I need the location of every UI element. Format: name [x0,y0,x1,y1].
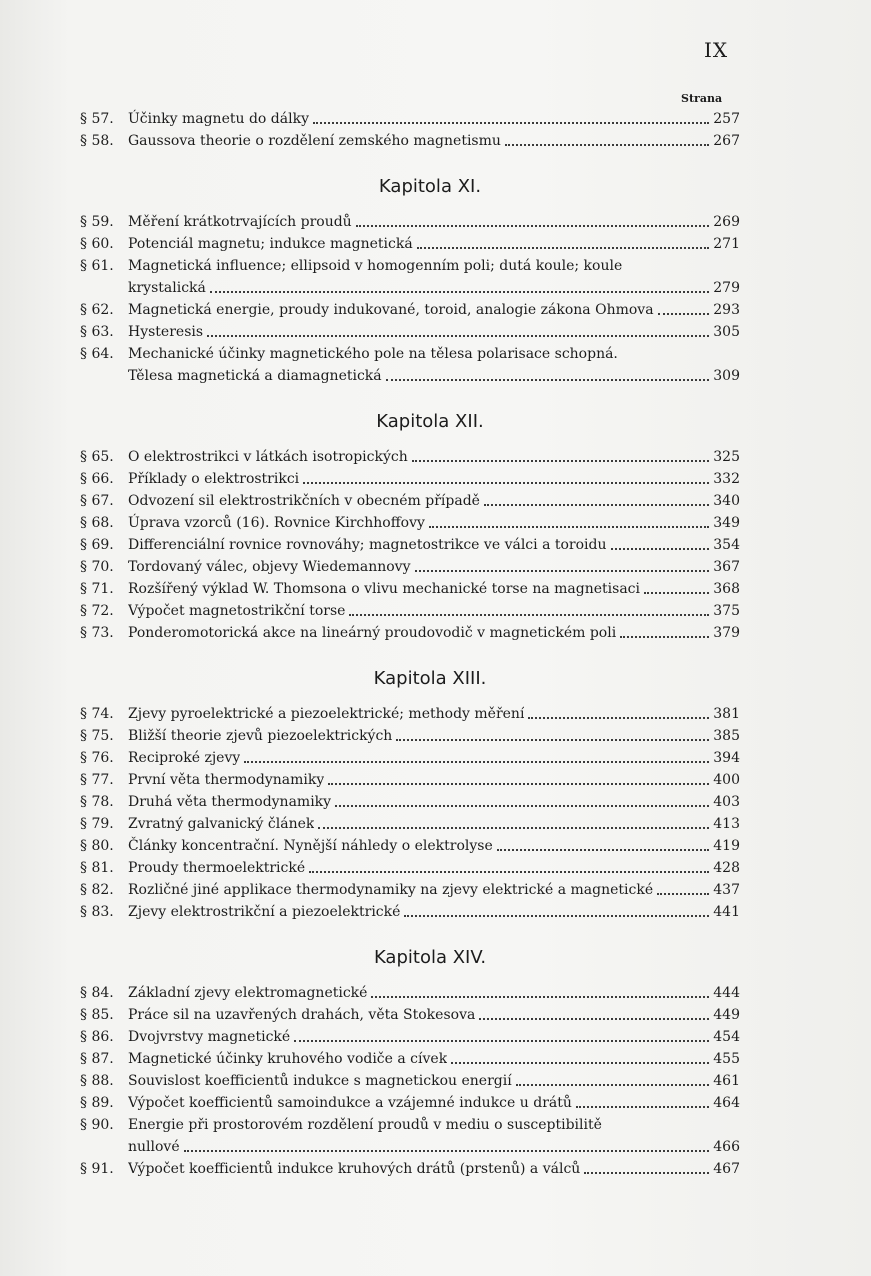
dot-leader [412,460,710,462]
entry-title: Druhá věta thermodynamiky [128,794,332,810]
entry-title: Články koncentrační. Nynější náhledy o elektrolyse [128,838,493,854]
toc-entry [80,600,740,622]
dot-leader [484,504,709,506]
toc-entry [80,982,740,1004]
page-ref: 257 [713,111,740,127]
dot-leader [294,1040,709,1042]
dot-leader [576,1106,709,1108]
page-ref: 467 [713,1161,740,1177]
section-number: § 71. [80,581,114,597]
section-number: § 75. [80,728,114,744]
entry-title-continued: nullové [128,1139,180,1155]
toc-entry [80,1048,740,1070]
page-ref: 441 [713,904,740,920]
section-number: § 87. [80,1051,114,1067]
page-ref: 444 [713,985,740,1001]
chapter-heading: Kapitola XI. [378,176,482,197]
section-number: § 70. [80,559,114,575]
chapter-heading: Kapitola XIII. [373,668,487,689]
entry-title: Dvojvrstvy magnetické [128,1029,291,1045]
dot-leader [184,1150,710,1152]
toc-entry [80,343,740,387]
entry-title: Účinky magnetu do dálky [128,111,309,127]
toc-section [80,176,740,387]
section-number: § 77. [80,772,114,788]
page-ref: 449 [713,1007,740,1023]
entry-title: Základní zjevy elektromagnetické [128,985,368,1001]
dot-leader [309,871,709,873]
toc-entry [80,578,740,600]
toc-entry [80,1114,740,1158]
entry-title: Zjevy elektrostrikční a piezoelektrické [128,904,401,920]
page-ref: 267 [713,133,740,149]
dot-leader [328,783,709,785]
dot-leader [479,1018,709,1020]
toc-entry [80,879,740,901]
entry-title: Energie při prostorovém rozdělení proudů v mediu o susceptibilitě [128,1117,602,1133]
section-number: § 80. [80,838,114,854]
dot-leader [318,827,709,829]
entry-title-continued: krystalická [128,280,206,296]
entry-title: Zjevy pyroelektrické a piezoelektrické; methody měření [128,706,525,722]
entry-title: Práce sil na uzavřených drahách, věta Stokesova [128,1007,476,1023]
page-ref: 375 [713,603,740,619]
entry-title: Magnetická influence; ellipsoid v homogenním poli; dutá koule; koule [128,258,623,274]
dot-leader [516,1084,710,1086]
dot-leader [584,1172,709,1174]
toc-entry [80,1158,740,1180]
page-ref: 305 [713,324,740,340]
page-ref: 379 [713,625,740,641]
toc-entry [80,725,740,747]
toc-entry [80,769,740,791]
entry-title: Úprava vzorců (16). Rovnice Kirchhoffovy [128,515,425,531]
page-ref: 349 [713,515,740,531]
section-number: § 86. [80,1029,114,1045]
dot-leader [210,291,709,293]
entry-title: Mechanické účinky magnetického pole na tělesa polarisace schopná. [128,346,618,362]
page-ref: 385 [713,728,740,744]
chapter-heading: Kapitola XIV. [373,947,487,968]
toc-entry [80,321,740,343]
toc-entry [80,1070,740,1092]
entry-title: Gaussova theorie o rozdělení zemského magnetismu [128,133,501,149]
dot-leader [658,313,710,315]
dot-leader [303,482,709,484]
toc-entry [80,556,740,578]
entry-title: Differenciální rovnice rovnováhy; magnetostrikce ve válci a toroidu [128,537,607,553]
toc-entry [80,255,740,299]
section-number: § 63. [80,324,114,340]
dot-leader [207,335,709,337]
toc-entry [80,512,740,534]
toc-entry [80,1004,740,1026]
page-ref: 279 [713,280,740,296]
section-number: § 66. [80,471,114,487]
dot-leader [657,893,709,895]
toc-entry [80,468,740,490]
toc-section [80,108,740,152]
dot-leader [356,225,710,227]
dot-leader [349,614,709,616]
toc-section [80,411,740,644]
section-number: § 73. [80,625,114,641]
entry-title: O elektrostrikci v látkách isotropických [128,449,408,465]
toc-entry [80,490,740,512]
toc-entry [80,622,740,644]
section-number: § 81. [80,860,114,876]
entry-title: Výpočet koefficientů indukce kruhových drátů (prstenů) a válců [128,1161,581,1177]
entry-title: Magnetická energie, proudy indukované, toroid, analogie zákona Ohmova [128,302,654,318]
dot-leader [497,849,710,851]
dot-leader [429,526,709,528]
toc-entry [80,534,740,556]
toc-entry [80,835,740,857]
toc-section [80,947,740,1180]
toc-entry [80,299,740,321]
page-ref: 403 [713,794,740,810]
section-number: § 82. [80,882,114,898]
entry-title: Tordovaný válec, objevy Wiedemannovy [128,559,411,575]
page-ref: 293 [713,302,740,318]
section-number: § 61. [80,258,114,274]
dot-leader [335,805,709,807]
toc-entry [80,703,740,725]
toc-entry [80,108,740,130]
page-ref: 394 [713,750,740,766]
entry-title: První věta thermodynamiky [128,772,325,788]
dot-leader [404,915,709,917]
page-ref: 381 [713,706,740,722]
dot-leader [415,570,710,572]
section-number: § 78. [80,794,114,810]
entry-title: Souvislost koefficientů indukce s magnetickou energií [128,1073,512,1089]
page-ref: 269 [713,214,740,230]
section-number: § 67. [80,493,114,509]
entry-title: Reciproké zjevy [128,750,241,766]
section-number: § 62. [80,302,114,318]
entry-title: Hysteresis [128,324,204,340]
section-number: § 85. [80,1007,114,1023]
page-ref: 332 [713,471,740,487]
entry-title: Odvození sil elektrostrikčních v obecném případě [128,493,480,509]
section-number: § 65. [80,449,114,465]
entry-title: Rozličné jiné applikace thermodynamiky na zjevy elektrické a magnetické [128,882,654,898]
chapter-heading: Kapitola XII. [376,411,484,432]
page-ref: 325 [713,449,740,465]
section-number: § 59. [80,214,114,230]
dot-leader [386,379,710,381]
dot-leader [505,144,709,146]
section-number: § 57. [80,111,114,127]
dot-leader [371,996,709,998]
section-number: § 58. [80,133,114,149]
page-ref: 354 [713,537,740,553]
page-ref: 464 [713,1095,740,1111]
entry-title: Rozšířený výklad W. Thomsona o vlivu mechanické torse na magnetisaci [128,581,640,597]
toc-entry [80,857,740,879]
section-number: § 76. [80,750,114,766]
page-ref: 437 [713,882,740,898]
toc-entry [80,233,740,255]
entry-title: Bližší theorie zjevů piezoelektrických [128,728,393,744]
page-ref: 419 [713,838,740,854]
toc-entry [80,446,740,468]
dot-leader [396,739,709,741]
toc-entry [80,211,740,233]
entry-title: Ponderomotorická akce na lineárný proudovodič v magnetickém poli [128,625,617,641]
toc-entry [80,747,740,769]
entry-title: Potenciál magnetu; indukce magnetická [128,236,413,252]
dot-leader [244,761,709,763]
dot-leader [644,592,709,594]
entry-title-continued: Tělesa magnetická a diamagnetická [128,368,382,384]
table-of-contents [80,108,740,1180]
dot-leader [451,1062,709,1064]
section-number: § 68. [80,515,114,531]
dot-leader [620,636,709,638]
toc-entry [80,1026,740,1048]
page-ref: 466 [713,1139,740,1155]
page-ref: 413 [713,816,740,832]
dot-leader [611,548,710,550]
page-ref: 340 [713,493,740,509]
page-ref: 428 [713,860,740,876]
section-number: § 64. [80,346,114,362]
page-ref: 309 [713,368,740,384]
page-ref: 455 [713,1051,740,1067]
dot-leader [417,247,710,249]
section-number: § 90. [80,1117,114,1133]
section-number: § 69. [80,537,114,553]
page-ref: 367 [713,559,740,575]
toc-entry [80,130,740,152]
entry-title: Příklady o elektrostrikci [128,471,300,487]
page-column-label: Strana [681,92,723,105]
section-number: § 88. [80,1073,114,1089]
page-ref: 454 [713,1029,740,1045]
section-number: § 84. [80,985,114,1001]
toc-entry [80,813,740,835]
section-number: § 79. [80,816,114,832]
toc-entry [80,791,740,813]
section-number: § 83. [80,904,114,920]
dot-leader [313,122,709,124]
page-ref: 400 [713,772,740,788]
entry-title: Výpočet koefficientů samoindukce a vzájemné indukce u drátů [128,1095,572,1111]
page-ref: 271 [713,236,740,252]
entry-title: Proudy thermoelektrické [128,860,306,876]
section-number: § 60. [80,236,114,252]
entry-title: Měření krátkotrvajících proudů [128,214,352,230]
toc-section [80,668,740,923]
section-number: § 89. [80,1095,114,1111]
entry-title: Zvratný galvanický článek [128,816,315,832]
entry-title: Výpočet magnetostrikční torse [128,603,346,619]
page-ref: 461 [713,1073,740,1089]
dot-leader [528,717,709,719]
page-ref: 368 [713,581,740,597]
entry-title: Magnetické účinky kruhového vodiče a cívek [128,1051,448,1067]
section-number: § 74. [80,706,114,722]
section-number: § 72. [80,603,114,619]
toc-entry [80,901,740,923]
section-number: § 91. [80,1161,114,1177]
toc-entry [80,1092,740,1114]
page-number: IX [704,38,729,62]
